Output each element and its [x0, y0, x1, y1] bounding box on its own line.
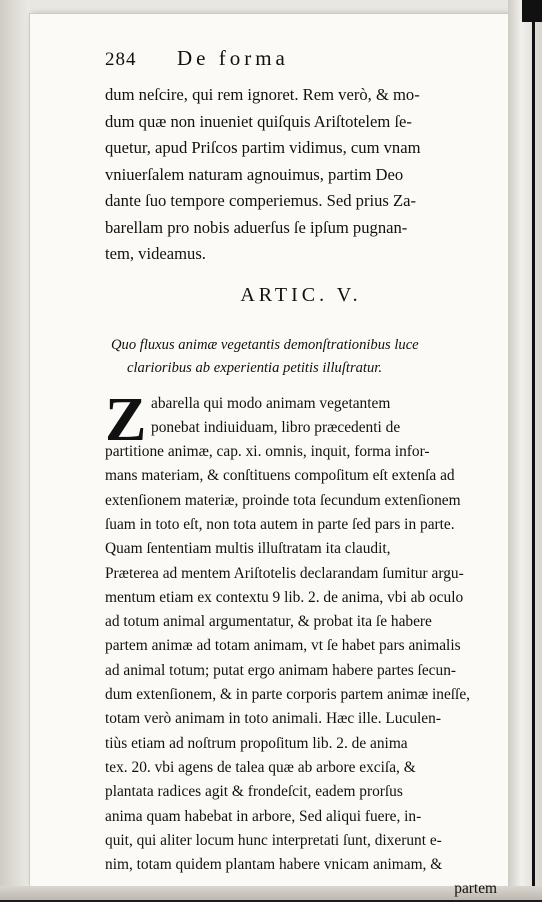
body-line: partem: [454, 880, 497, 898]
body-line: plantata radices agit & frondeſcit, eadem prorſus: [105, 783, 403, 801]
body-line: tiùs etiam ad noſtrum propoſitum lib. 2. de anima: [105, 734, 408, 752]
article-body: [105, 385, 497, 902]
paragraph-line: dum quæ non inueniet quiſquis Ariſtotelem ſe-: [105, 111, 412, 131]
body-line: anima quam habebat in arbore, Sed aliqui fuere, in-: [105, 807, 422, 825]
summary-line: clarioribus ab experientia petitis illuſtratur.: [127, 359, 382, 376]
body-line: ad totum animal argumentatur, & probat ita ſe habere: [105, 613, 432, 631]
body-line: mans materiam, & conſtituens compoſitum eſt extenſa ad: [105, 467, 455, 485]
edge-line: [532, 22, 535, 900]
body-line: Quam ſententiam multis illuſtratam ita claudit,: [105, 540, 391, 558]
body-line: ſuam in toto eſt, non tota autem in parte ſed pars in parte.: [105, 515, 455, 533]
paragraph-line: dum neſcire, qui rem ignoret. Rem verò, & mo-: [105, 85, 420, 104]
edge-tab: [522, 0, 542, 22]
body-line: tex. 20. vbi agens de talea quæ ab arbore exciſa, &: [105, 758, 416, 776]
paragraph-line: vniuerſalem naturam agnouimus, partim Deo: [105, 164, 404, 184]
paragraph-line: dante ſuo tempore comperiemus. Sed prius Za-: [105, 191, 417, 210]
body-line: abarella qui modo animam vegetantem: [151, 394, 391, 412]
body-line: ad animal totum; putat ergo animam habere partes ſecun-: [105, 661, 457, 679]
book-left-margin: [0, 0, 30, 900]
page-number: 284: [105, 49, 137, 70]
body-line: mentum etiam ex contextu 9 lib. 2. de anima, vbi ab oculo: [105, 588, 464, 606]
body-line: quit, qui aliter locum hunc interpretati ſunt, dixerunt e-: [105, 831, 442, 849]
drop-cap: Z: [105, 385, 147, 454]
body-line: totam verò animam in toto animali. Hæc ille. Luculen-: [105, 710, 441, 728]
page-text: [105, 46, 497, 902]
article-heading: ARTIC. V.: [240, 283, 362, 306]
body-line: dum extenſionem, & in parte corporis partem animæ ineſſe,: [105, 686, 471, 704]
page-header: [105, 46, 497, 82]
running-head: De forma: [177, 46, 289, 70]
body-line: extenſionem materiæ, proinde tota ſecundum extenſionem: [105, 491, 461, 509]
summary-line: Quo fluxus animæ vegetantis demonſtrationibus luce: [111, 336, 419, 353]
paragraph-line: quetur, apud Priſcos partim vidimus, cum vnam: [105, 138, 421, 157]
book-right-edge: [508, 0, 542, 900]
paragraph-line: barellam pro nobis aduerſus ſe ipſum pugnan-: [105, 217, 408, 237]
body-line: ponebat indiuiduam, libro præcedenti de: [151, 418, 401, 436]
article-summary: [105, 334, 497, 380]
paragraph-line: tem, videamus.: [105, 244, 206, 263]
opening-paragraph: [105, 82, 497, 268]
body-line: partitione animæ, cap. xi. omnis, inquit, forma infor-: [105, 443, 430, 461]
body-line: partem animæ ad totam animam, vt ſe habet pars animalis: [105, 637, 461, 655]
body-line: nim, totam quidem plantam habere vnicam animam, &: [105, 856, 443, 874]
body-line: Præterea ad mentem Ariſtotelis declarandam ſumitur argu-: [105, 564, 464, 582]
